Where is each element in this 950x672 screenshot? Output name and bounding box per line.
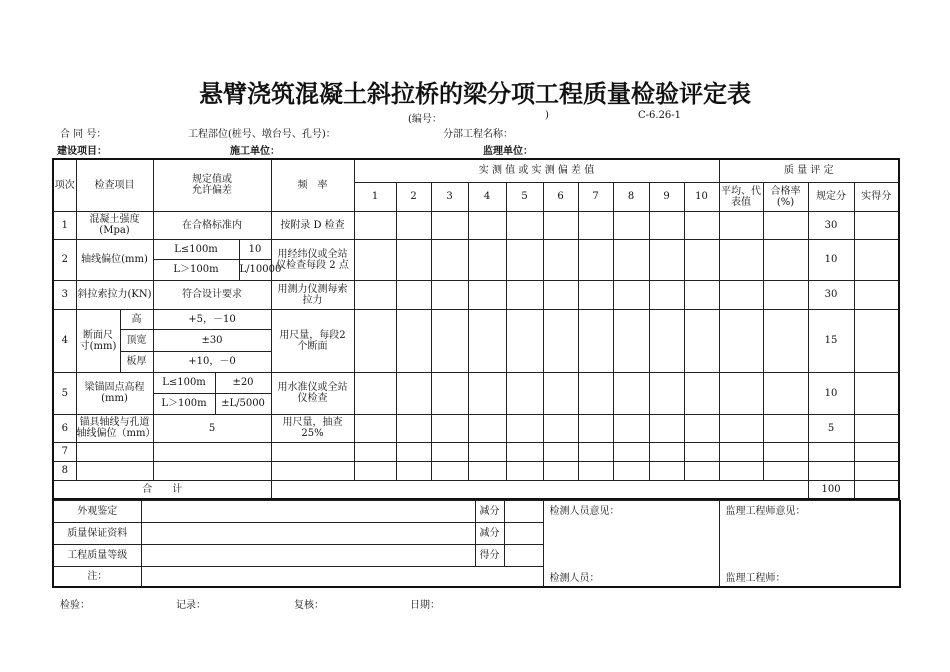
table-row xyxy=(53,442,899,461)
engineer-opinion[interactable] xyxy=(719,501,900,587)
total-score: 100 xyxy=(808,480,854,499)
row-act-score[interactable] xyxy=(854,309,899,372)
sub-label: 板厚 xyxy=(126,356,147,368)
measure-cell[interactable] xyxy=(649,414,684,442)
measure-cell[interactable] xyxy=(468,414,506,442)
footer-date: 日期： xyxy=(410,599,440,611)
sub-label: 高 xyxy=(121,310,153,330)
header-freq: 频 率 xyxy=(271,159,354,211)
measure-cell[interactable] xyxy=(684,461,719,480)
appearance-value[interactable] xyxy=(141,501,475,523)
sub-spec: ±30 xyxy=(154,330,271,351)
row-act-score[interactable] xyxy=(854,442,899,461)
inspector-label: 检测人员： xyxy=(549,572,600,584)
code-label: (编号： xyxy=(408,114,442,125)
row-std-score: 5 xyxy=(808,414,854,442)
deduct-value-1[interactable] xyxy=(504,501,543,523)
measure-cell[interactable] xyxy=(396,414,431,442)
header-no: 项次 xyxy=(53,159,76,211)
header-avg: 平均、代表值 xyxy=(719,182,763,211)
row-frequency: 用尺量，抽查25% xyxy=(271,414,354,442)
score-label: 得分 xyxy=(475,545,504,567)
engineer-opinion-label: 监理工程师意见： xyxy=(725,506,806,517)
measure-cell[interactable] xyxy=(613,414,649,442)
measure-cell[interactable] xyxy=(354,461,396,480)
sub-condition: L＞100m xyxy=(154,260,240,280)
row-std-score xyxy=(808,442,854,461)
measure-cell[interactable] xyxy=(431,280,468,309)
measure-cell[interactable] xyxy=(578,442,613,461)
engineer-label: 监理工程师： xyxy=(725,572,786,584)
table-row xyxy=(53,461,899,480)
inspector-opinion[interactable] xyxy=(543,501,719,587)
header-col-5: 5 xyxy=(506,182,543,211)
table-row xyxy=(53,414,899,442)
measure-cell[interactable] xyxy=(468,461,506,480)
row-std-score: 10 xyxy=(808,239,854,280)
row-std-score: 15 xyxy=(808,309,854,372)
row-act-score[interactable] xyxy=(854,461,899,480)
measure-cell[interactable] xyxy=(613,372,649,414)
row-spec: 5 xyxy=(153,414,271,442)
header-item: 检查项目 xyxy=(76,159,153,211)
measure-cell[interactable] xyxy=(506,461,543,480)
measure-cell[interactable] xyxy=(506,280,543,309)
sub-project-label: 分部工程名称： xyxy=(443,129,513,140)
header-rate: 合格率(%) xyxy=(763,182,808,211)
header-col-4: 4 xyxy=(468,182,506,211)
row-frequency: 用尺量，每段2 个断面 xyxy=(271,309,354,372)
measure-cell[interactable] xyxy=(684,309,719,372)
measure-cell[interactable] xyxy=(468,309,506,372)
measure-cell[interactable] xyxy=(543,280,578,309)
sub-spec: +5，－10 xyxy=(154,310,271,330)
measure-cell[interactable] xyxy=(763,309,808,372)
header-col-6: 6 xyxy=(543,182,578,211)
measure-cell[interactable] xyxy=(354,280,396,309)
quality-docs-value[interactable] xyxy=(141,523,475,545)
measure-cell[interactable] xyxy=(431,309,468,372)
measure-cell[interactable] xyxy=(763,280,808,309)
row-spec: 在合格标准内 xyxy=(153,211,271,239)
measure-cell[interactable] xyxy=(543,461,578,480)
row-item: 锚具轴线与孔道轴线偏位（mm） xyxy=(76,414,153,442)
measure-cell[interactable] xyxy=(613,309,649,372)
deduct-label-1: 减分 xyxy=(475,501,504,523)
measure-cell[interactable] xyxy=(396,372,431,414)
measure-cell[interactable] xyxy=(719,280,763,309)
measure-cell[interactable] xyxy=(684,414,719,442)
row-item: 斜拉索拉力(KN) xyxy=(76,280,153,309)
sub-label: 顶宽 xyxy=(121,330,153,351)
measure-cell[interactable] xyxy=(649,309,684,372)
measure-cell[interactable] xyxy=(468,239,506,280)
sub-spec: ±20 xyxy=(215,373,271,394)
measure-cell[interactable] xyxy=(468,442,506,461)
measure-cell[interactable] xyxy=(354,372,396,414)
table-row xyxy=(53,211,899,239)
score-value[interactable] xyxy=(504,545,543,567)
header-quality: 质 量 评 定 xyxy=(719,159,899,182)
measure-cell[interactable] xyxy=(354,211,396,239)
page-title: 悬臂浇筑混凝土斜拉桥的梁分项工程质量检验评定表 xyxy=(199,80,751,108)
measure-cell[interactable] xyxy=(431,239,468,280)
quality-docs-label: 质量保证资料 xyxy=(53,523,141,545)
row-std-score: 30 xyxy=(808,211,854,239)
project-label: 建设项目： xyxy=(57,146,107,157)
measure-cell[interactable] xyxy=(763,372,808,414)
measure-cell[interactable] xyxy=(578,372,613,414)
inspection-table xyxy=(52,158,900,500)
sub-condition: L≤100m xyxy=(154,373,216,394)
footer-record: 记录： xyxy=(176,599,206,611)
measure-cell[interactable] xyxy=(684,211,719,239)
deduct-value-2[interactable] xyxy=(504,523,543,545)
table-row xyxy=(53,280,899,309)
contract-label: 合 同 号： xyxy=(60,129,107,140)
measure-cell[interactable] xyxy=(543,309,578,372)
measure-cell[interactable] xyxy=(763,461,808,480)
total-row xyxy=(53,480,899,499)
row-item: 轴线偏位(mm) xyxy=(76,239,153,280)
row-item: 断面尺寸(mm) xyxy=(77,310,121,372)
measure-cell[interactable] xyxy=(396,211,431,239)
measure-cell[interactable] xyxy=(613,211,649,239)
footer-check: 检验： xyxy=(60,599,90,611)
table-row xyxy=(53,239,899,280)
measure-cell[interactable] xyxy=(578,280,613,309)
measure-cell[interactable] xyxy=(578,414,613,442)
measure-cell[interactable] xyxy=(684,442,719,461)
total-label: 合 计 xyxy=(53,480,271,499)
row-act-score[interactable] xyxy=(854,211,899,239)
measure-cell[interactable] xyxy=(543,372,578,414)
measure-cell[interactable] xyxy=(763,239,808,280)
measure-cell[interactable] xyxy=(719,309,763,372)
measure-cell[interactable] xyxy=(578,239,613,280)
header-std-score: 规定分 xyxy=(808,182,854,211)
sub-spec: ±L/5000 xyxy=(221,398,265,409)
row-frequency: 按附录 D 检查 xyxy=(271,211,354,239)
measure-cell[interactable] xyxy=(354,442,396,461)
header-col-7: 7 xyxy=(578,182,613,211)
measure-cell[interactable] xyxy=(506,211,543,239)
measure-cell[interactable] xyxy=(719,239,763,280)
measure-cell[interactable] xyxy=(684,280,719,309)
measure-cell[interactable] xyxy=(543,414,578,442)
table-row xyxy=(53,372,899,414)
builder-label: 施工单位： xyxy=(230,146,280,157)
code-close: ) xyxy=(545,110,549,121)
measure-cell[interactable] xyxy=(506,414,543,442)
measure-cell[interactable] xyxy=(613,442,649,461)
measure-cell[interactable] xyxy=(719,442,763,461)
measure-cell[interactable] xyxy=(719,211,763,239)
assessment-table xyxy=(52,500,901,588)
row-std-score xyxy=(808,461,854,480)
measure-cell[interactable] xyxy=(506,309,543,372)
row-act-score[interactable] xyxy=(854,372,899,414)
header-col-9: 9 xyxy=(649,182,684,211)
measure-cell[interactable] xyxy=(468,372,506,414)
supervisor-label: 监理单位： xyxy=(483,146,533,157)
measure-cell[interactable] xyxy=(431,414,468,442)
measure-cell[interactable] xyxy=(354,414,396,442)
header-spec: 规定值或允许偏差 xyxy=(153,159,271,211)
row-std-score: 30 xyxy=(808,280,854,309)
measure-cell[interactable] xyxy=(719,461,763,480)
row-no: 4 xyxy=(53,309,76,372)
header-col-2: 2 xyxy=(396,182,431,211)
sub-spec: +10，－0 xyxy=(188,356,236,368)
measure-cell[interactable] xyxy=(468,211,506,239)
measure-cell[interactable] xyxy=(649,372,684,414)
header-act-score: 实得分 xyxy=(854,182,899,211)
measure-cell[interactable] xyxy=(684,239,719,280)
table-row xyxy=(53,309,899,372)
measure-cell[interactable] xyxy=(649,461,684,480)
measure-cell[interactable] xyxy=(763,414,808,442)
row-no: 1 xyxy=(53,211,76,239)
measure-cell[interactable] xyxy=(506,442,543,461)
measure-cell[interactable] xyxy=(613,280,649,309)
row-frequency: 用水准仪或全站仪检查 xyxy=(271,372,354,414)
measure-cell[interactable] xyxy=(613,461,649,480)
note-label: 注： xyxy=(53,567,141,587)
measure-cell[interactable] xyxy=(543,211,578,239)
form-number: C-6.26-1 xyxy=(638,110,682,121)
appearance-label: 外观鉴定 xyxy=(53,501,141,523)
measure-cell[interactable] xyxy=(396,239,431,280)
row-act-score[interactable] xyxy=(854,280,899,309)
header-col-3: 3 xyxy=(431,182,468,211)
measure-cell[interactable] xyxy=(396,280,431,309)
header-col-8: 8 xyxy=(613,182,649,211)
header-col-1: 1 xyxy=(354,182,396,211)
measure-cell[interactable] xyxy=(431,211,468,239)
header-measured: 实 测 值 或 实 测 偏 差 值 xyxy=(354,159,719,182)
measure-cell[interactable] xyxy=(578,211,613,239)
inspector-opinion-label: 检测人员意见： xyxy=(549,506,620,517)
row-no: 8 xyxy=(53,461,76,480)
measure-cell[interactable] xyxy=(396,309,431,372)
measure-cell[interactable] xyxy=(763,211,808,239)
footer-review: 复核： xyxy=(294,599,324,611)
measure-cell[interactable] xyxy=(431,442,468,461)
grade-label: 工程质量等级 xyxy=(53,545,141,567)
row-no: 3 xyxy=(53,280,76,309)
measure-cell[interactable] xyxy=(649,280,684,309)
row-item: 混凝土强度(Mpa) xyxy=(76,211,153,239)
sub-spec: L/10000 xyxy=(239,264,282,276)
measure-cell[interactable] xyxy=(396,461,431,480)
measure-cell[interactable] xyxy=(468,280,506,309)
row-act-score[interactable] xyxy=(854,239,899,280)
measure-cell[interactable] xyxy=(649,211,684,239)
footer xyxy=(52,596,899,610)
row-no: 7 xyxy=(53,442,76,461)
header-col-10: 10 xyxy=(684,182,719,211)
measure-cell[interactable] xyxy=(578,461,613,480)
measure-cell[interactable] xyxy=(613,239,649,280)
row-act-score[interactable] xyxy=(854,414,899,442)
sub-condition: L＞100m xyxy=(154,393,216,414)
row-std-score: 10 xyxy=(808,372,854,414)
row-item: 梁锚固点高程(mm) xyxy=(76,372,153,414)
row-no: 2 xyxy=(53,239,76,280)
measure-cell[interactable] xyxy=(506,239,543,280)
row-frequency: 用经纬仪或全站仪检查每段 2 点 xyxy=(271,239,354,280)
row-frequency: 用测力仪测每索拉力 xyxy=(271,280,354,309)
measure-cell[interactable] xyxy=(354,309,396,372)
measure-cell[interactable] xyxy=(684,372,719,414)
measure-cell[interactable] xyxy=(578,309,613,372)
sub-condition: L≤100m xyxy=(154,240,240,260)
measure-cell[interactable] xyxy=(763,442,808,461)
deduct-label-2: 减分 xyxy=(475,523,504,545)
sub-spec: 10 xyxy=(239,240,271,260)
measure-cell[interactable] xyxy=(506,372,543,414)
measure-cell[interactable] xyxy=(543,442,578,461)
measure-cell[interactable] xyxy=(649,239,684,280)
row-spec: 符合设计要求 xyxy=(153,280,271,309)
measure-cell[interactable] xyxy=(543,239,578,280)
row-no: 6 xyxy=(53,414,76,442)
note-value[interactable] xyxy=(141,567,543,587)
measure-cell[interactable] xyxy=(354,239,396,280)
total-act-score[interactable] xyxy=(854,480,899,499)
row-no: 5 xyxy=(53,372,76,414)
measure-cell[interactable] xyxy=(431,461,468,480)
measure-cell[interactable] xyxy=(431,372,468,414)
measure-cell[interactable] xyxy=(719,372,763,414)
grade-value[interactable] xyxy=(141,545,475,567)
measure-cell[interactable] xyxy=(719,414,763,442)
measure-cell[interactable] xyxy=(649,442,684,461)
location-label: 工程部位(桩号、墩台号、孔号)： xyxy=(188,129,336,140)
measure-cell[interactable] xyxy=(396,442,431,461)
